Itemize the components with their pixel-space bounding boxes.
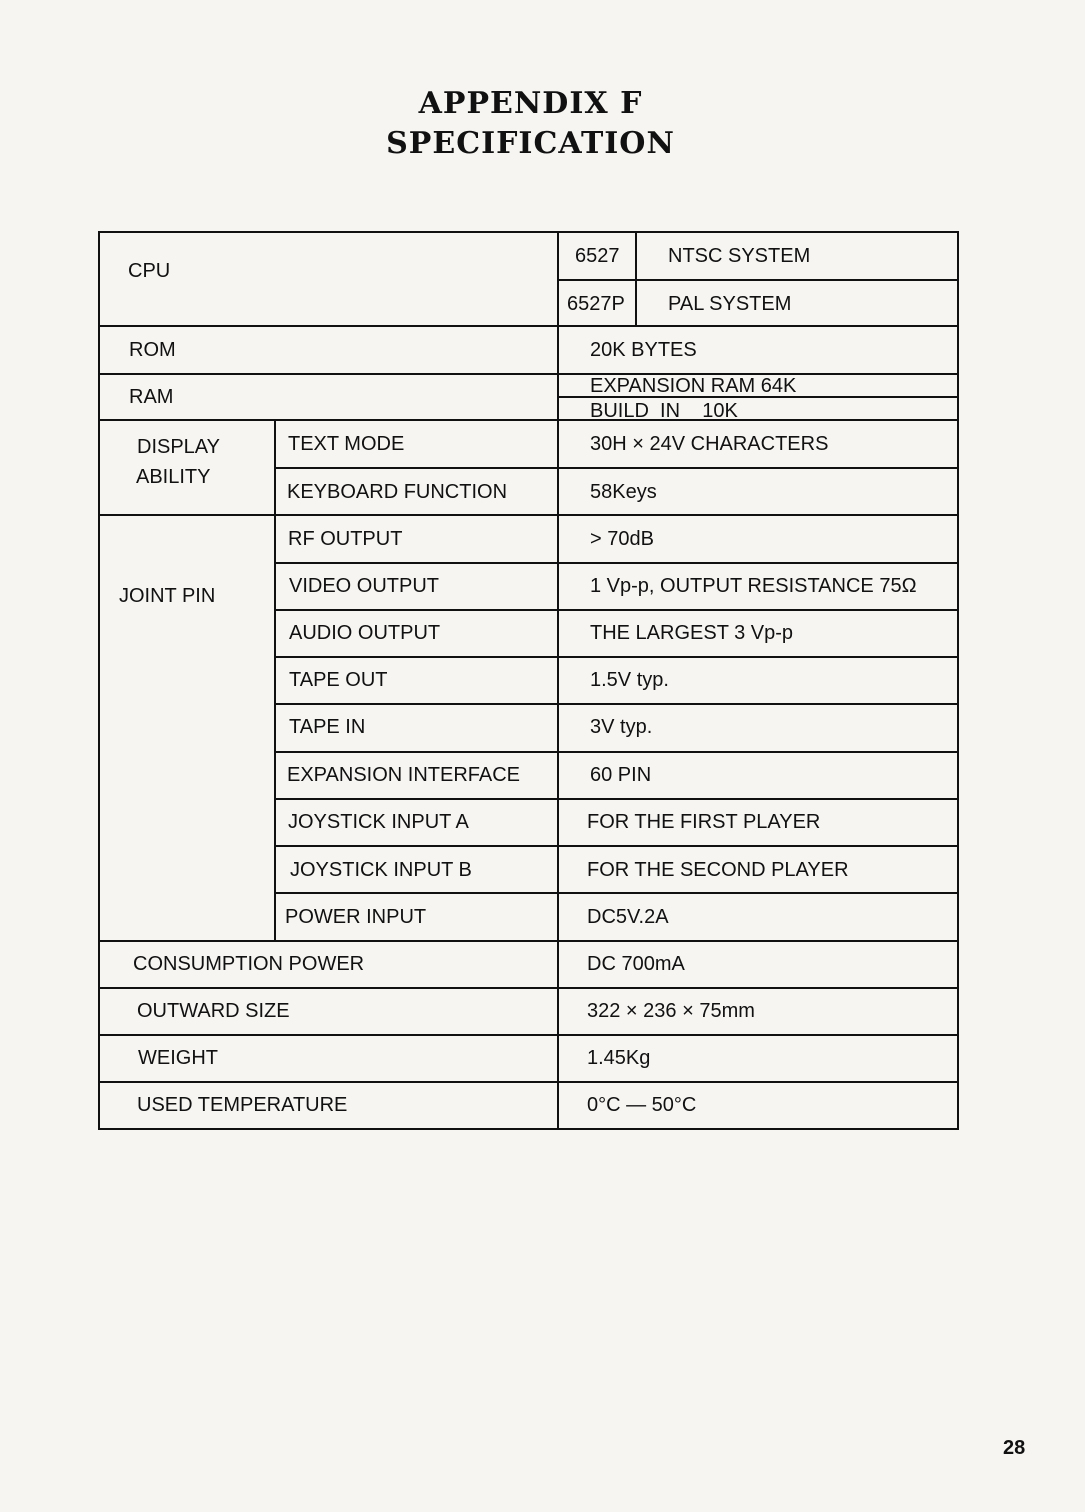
expansion-interface-value: 60 PIN bbox=[590, 764, 652, 786]
rf-output-label: RF OUTPUT bbox=[288, 528, 403, 550]
text-mode-value: 30H × 24V CHARACTERS bbox=[590, 433, 829, 455]
used-temperature-label: USED TEMPERATURE bbox=[137, 1094, 348, 1116]
weight-label: WEIGHT bbox=[138, 1047, 218, 1069]
power-input-value: DC5V.2A bbox=[587, 906, 669, 928]
cpu-system-ntsc: NTSC SYSTEM bbox=[668, 245, 811, 267]
keyboard-function-label: KEYBOARD FUNCTION bbox=[287, 481, 508, 503]
rom-label: ROM bbox=[129, 339, 176, 361]
joystick-a-value: FOR THE FIRST PLAYER bbox=[587, 811, 821, 833]
power-input-label: POWER INPUT bbox=[285, 906, 427, 928]
text-mode-label: TEXT MODE bbox=[288, 433, 405, 455]
display-label-line1: DISPLAY bbox=[137, 436, 220, 458]
consumption-power-value: DC 700mA bbox=[587, 953, 685, 975]
ram-value-builtin: BUILD IN 10K bbox=[590, 400, 738, 422]
expansion-interface-label: EXPANSION INTERFACE bbox=[287, 764, 521, 786]
cpu-chip-pal: 6527P bbox=[567, 293, 625, 315]
tape-out-value: 1.5V typ. bbox=[590, 669, 669, 691]
tape-in-value: 3V typ. bbox=[590, 716, 653, 738]
weight-value: 1.45Kg bbox=[587, 1047, 651, 1069]
joystick-b-value: FOR THE SECOND PLAYER bbox=[587, 859, 849, 881]
tape-out-label: TAPE OUT bbox=[289, 669, 388, 691]
rf-output-value: > 70dB bbox=[590, 528, 654, 550]
table-grid-lines bbox=[98, 231, 959, 1130]
used-temperature-value: 0°C — 50°C bbox=[587, 1094, 697, 1116]
cpu-system-pal: PAL SYSTEM bbox=[668, 293, 792, 315]
tape-in-label: TAPE IN bbox=[289, 716, 366, 738]
page-title-line1: APPENDIX F bbox=[418, 86, 643, 121]
joystick-a-label: JOYSTICK INPUT A bbox=[288, 811, 469, 833]
audio-output-label: AUDIO OUTPUT bbox=[289, 622, 441, 644]
outward-size-label: OUTWARD SIZE bbox=[137, 1000, 290, 1022]
page-number: 28 bbox=[1003, 1437, 1026, 1459]
specification-table bbox=[98, 231, 959, 1130]
rom-value: 20K BYTES bbox=[590, 339, 697, 361]
joystick-b-label: JOYSTICK INPUT B bbox=[290, 859, 472, 881]
keyboard-function-value: 58Keys bbox=[590, 481, 657, 503]
ram-value-expansion: EXPANSION RAM 64K bbox=[590, 375, 797, 397]
page-title-line2: SPECIFICATION bbox=[386, 126, 675, 161]
outward-size-value: 322 × 236 × 75mm bbox=[587, 1000, 755, 1022]
video-output-label: VIDEO OUTPUT bbox=[289, 575, 440, 597]
joint-pin-label: JOINT PIN bbox=[119, 585, 216, 607]
consumption-power-label: CONSUMPTION POWER bbox=[133, 953, 365, 975]
ram-label: RAM bbox=[129, 386, 174, 408]
audio-output-value: THE LARGEST 3 Vp-p bbox=[590, 622, 794, 644]
cpu-label: CPU bbox=[128, 260, 171, 282]
video-output-value: 1 Vp-p, OUTPUT RESISTANCE 75Ω bbox=[590, 575, 917, 597]
display-label-line2: ABILITY bbox=[136, 466, 211, 488]
cpu-chip-ntsc: 6527 bbox=[575, 245, 620, 267]
